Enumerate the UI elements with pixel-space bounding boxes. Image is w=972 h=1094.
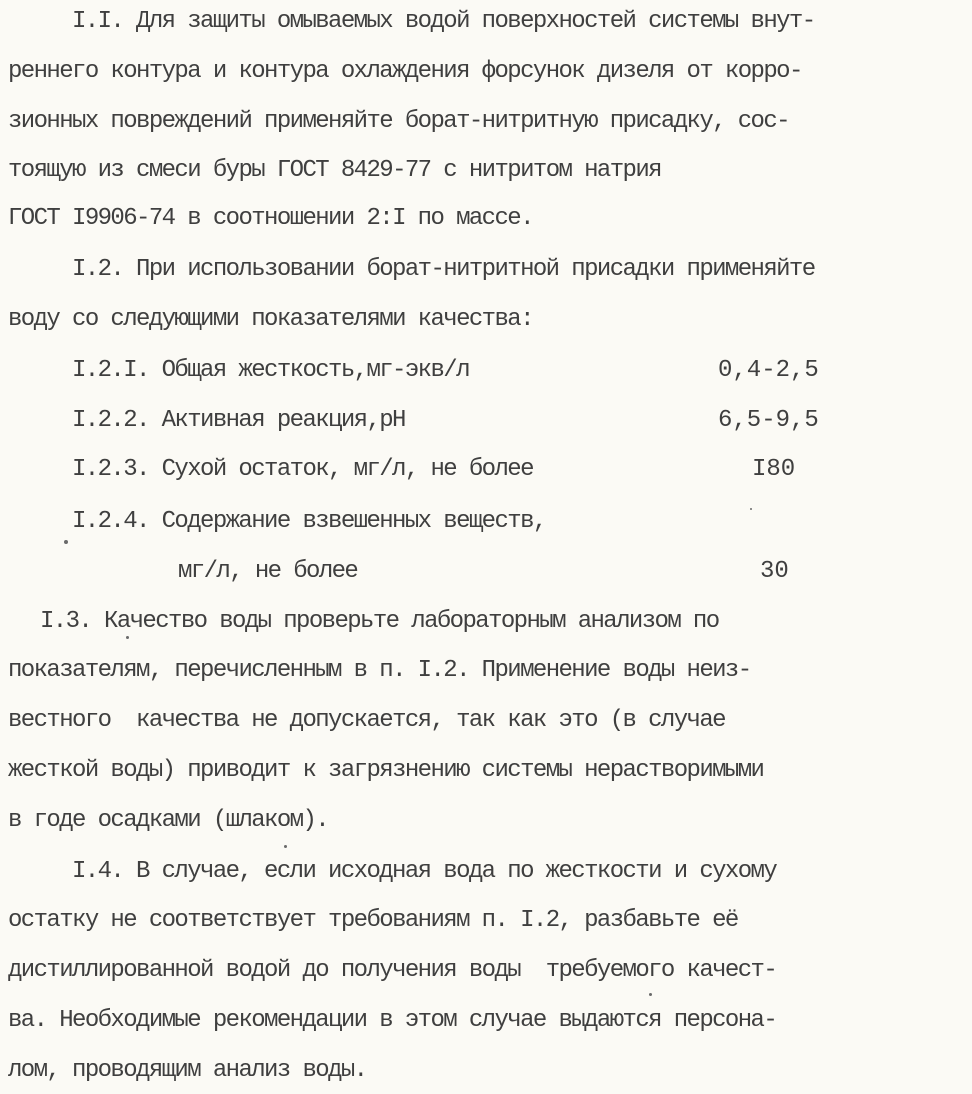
- paragraph-1-3-line: показателям, перечисленным в п. I.2. Применение воды неиз-: [8, 657, 751, 684]
- requirement-label: I.2.3. Сухой остаток, мг/л, не более: [72, 456, 533, 483]
- requirement-value: I80: [752, 456, 796, 483]
- requirement-label: I.2.4. Содержание взвешенных веществ,: [72, 508, 546, 535]
- paragraph-1-4-line: ва. Необходимые рекомендации в этом случае выдаются персона-: [8, 1007, 777, 1034]
- paragraph-1-1-line: ГОСТ I9906-74 в соотношении 2:I по массе.: [8, 205, 533, 232]
- paragraph-1-2-line: I.2. При использовании борат-нитритной присадки применяйте: [72, 256, 815, 283]
- scan-speck: [284, 845, 287, 848]
- paragraph-1-3-line: жесткой воды) приводит к загрязнению системы нерастворимыми: [8, 757, 764, 784]
- paragraph-1-3-line: вестного качества не допускается, так как это (в случае: [8, 707, 725, 734]
- paragraph-1-3-line: в годе осадками (шлаком).: [8, 807, 329, 834]
- scan-speck: [649, 993, 652, 996]
- paragraph-1-4-line: дистиллированной водой до получения воды требуемого качест-: [8, 957, 777, 984]
- scan-speck: [126, 636, 129, 639]
- requirement-value: 0,4-2,5: [718, 357, 819, 384]
- requirement-label: I.2.2. Активная реакция,pH: [72, 407, 405, 434]
- paragraph-1-1-line: зионных повреждений применяйте борат-нитритную присадку, сос-: [8, 108, 789, 135]
- paragraph-1-1-line: тоящую из смеси буры ГОСТ 8429-77 с нитритом натрия: [8, 157, 661, 184]
- paragraph-1-3-line: I.3. Качество воды проверьте лабораторным анализом по: [40, 608, 719, 635]
- requirement-label: I.2.I. Общая жесткость,мг-экв/л: [72, 357, 469, 384]
- scan-speck: [750, 508, 752, 510]
- paragraph-1-4-line: I.4. В случае, если исходная вода по жесткости и сухому: [72, 858, 777, 885]
- paragraph-1-1-line: I.I. Для защиты омываемых водой поверхностей системы внут-: [72, 8, 815, 35]
- paragraph-1-4-line: лом, проводящим анализ воды.: [8, 1057, 367, 1084]
- paragraph-1-2-line: воду со следующими показателями качества:: [8, 306, 533, 333]
- scan-speck: [64, 540, 68, 544]
- requirement-value: 30: [760, 558, 789, 585]
- paragraph-1-4-line: остатку не соответствует требованиям п. I.2, разбавьте её: [8, 907, 738, 934]
- requirement-value: 6,5-9,5: [718, 407, 819, 434]
- paragraph-1-1-line: реннего контура и контура охлаждения форсунок дизеля от корро-: [8, 58, 802, 85]
- requirement-label-continuation: мг/л, не более: [178, 558, 358, 585]
